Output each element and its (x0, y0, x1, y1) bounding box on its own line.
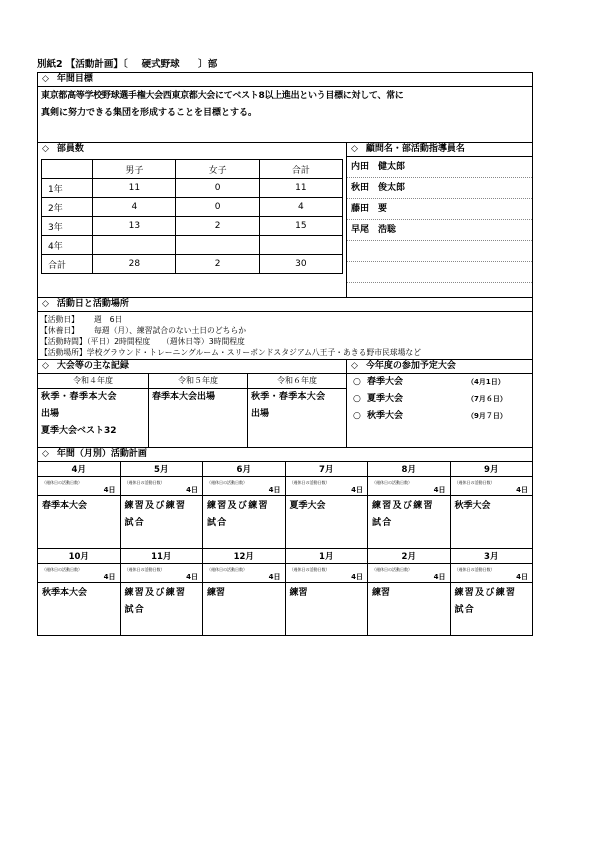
table-row (42, 255, 343, 274)
days-value: 4日 (268, 486, 281, 494)
female-count: 0 (176, 198, 259, 217)
event-line: 試合 (207, 518, 228, 528)
event-cell (450, 496, 533, 549)
table-row (42, 179, 343, 198)
event-line: 練習及び練習 (124, 501, 187, 511)
row-label: 合計 (42, 255, 93, 274)
advisors-heading (347, 143, 532, 157)
days-note: （週休日の活動日数） (289, 567, 330, 572)
event-cell (285, 583, 368, 636)
advisor-name: 早尾 浩聡 (347, 220, 532, 241)
days-value: 4日 (516, 573, 528, 581)
members-advisors-row (38, 143, 532, 298)
record-year: 令和４年度 (38, 374, 148, 389)
record-line: 秋季・春季本大会 (251, 392, 326, 402)
activity-line (38, 325, 532, 336)
members-header-row (42, 160, 343, 179)
days-cell (38, 564, 121, 583)
members-col-blank (42, 160, 93, 179)
female-count: 0 (176, 179, 259, 198)
event-cell (450, 583, 533, 636)
diamond-icon: ◇ (351, 361, 358, 371)
activity-text: （平日）2時間程度 （週休日等）3時間程度 (86, 337, 245, 346)
days-note: （週休日の活動日数） (372, 480, 412, 485)
advisor-name: 内田 健太郎 (347, 157, 532, 178)
days-note: （週休日の活動日数） (372, 567, 412, 572)
event-cell (368, 583, 451, 636)
days-note: （週休日の活動日数） (124, 567, 165, 572)
row-label: 1年 (42, 179, 93, 198)
record-line: 夏季大会ベスト32 (41, 426, 117, 436)
days-note: （週休日の活動日数） (124, 480, 165, 485)
female-count: 2 (176, 217, 259, 236)
document-header (37, 58, 533, 72)
male-count: 11 (93, 179, 176, 198)
male-count: 28 (93, 255, 176, 274)
activity-title: 活動日と活動場所 (56, 299, 129, 309)
days-note: （週休日の活動日数） (289, 480, 330, 485)
planned-title: 今年度の参加予定大会 (365, 361, 456, 371)
advisors-title: 顧問名・部活動指導員名 (365, 144, 465, 154)
month-label: 7月 (285, 462, 368, 477)
activity-label: 【活動時間】 (40, 337, 87, 346)
activity-label: 【活動場所】 (40, 348, 87, 357)
month-label: 2月 (368, 549, 451, 564)
members-heading (38, 143, 346, 156)
planned-item (347, 391, 532, 408)
record-text (248, 389, 346, 423)
circle-icon: ○ (353, 377, 361, 387)
month-label: 9月 (450, 462, 533, 477)
event-line: 試合 (124, 605, 146, 615)
total-count (259, 236, 342, 255)
days-note: （週休日の活動日数） (207, 480, 247, 485)
event-line: 試合 (454, 605, 476, 615)
event-line: 試合 (124, 518, 146, 528)
plan-days-row (38, 477, 533, 496)
advisors-panel (347, 143, 532, 297)
table-row (42, 217, 343, 236)
days-value: 4日 (103, 486, 116, 494)
activity-text: 学校グラウンド・トレーニングルーム・スリーボンドスタジアム八王子・あきる野市民球場など (86, 348, 422, 357)
days-cell (120, 477, 203, 496)
days-cell (203, 477, 286, 496)
annual-goal-line1: 東京都高等学校野球選手権大会西東京都大会にてベスト8以上進出という目標に対して、常に (41, 91, 404, 101)
header-club: 硬式野球 (141, 59, 180, 70)
days-value: 4日 (433, 486, 446, 494)
days-cell (38, 477, 121, 496)
month-label: 5月 (120, 462, 203, 477)
planned-date: （7月６日） (467, 395, 507, 403)
row-label: 2年 (42, 198, 93, 217)
male-count (93, 236, 176, 255)
plan-heading (38, 448, 532, 461)
members-table (41, 159, 343, 274)
male-count: 13 (93, 217, 176, 236)
planned-item (347, 374, 532, 391)
event-line: 練習及び練習 (372, 501, 434, 511)
members-col-female: 女子 (176, 160, 259, 179)
days-note: （週休日の活動日数） (42, 480, 82, 485)
days-cell (203, 564, 286, 583)
annual-goal-line2: 真剣に努力できる集団を形成することを目標とする。 (41, 108, 258, 118)
event-cell (368, 496, 451, 549)
days-value: 4日 (516, 486, 528, 494)
record-line: 春季本大会出場 (152, 392, 216, 402)
event-cell (285, 496, 368, 549)
plan-month-row (38, 549, 533, 564)
monthly-plan-table (37, 461, 533, 636)
event-cell (120, 583, 203, 636)
annual-goal-title: 年間目標 (56, 74, 93, 84)
advisor-name (347, 262, 532, 283)
event-line: 練習 (289, 588, 308, 598)
diamond-icon: ◇ (42, 144, 49, 154)
diamond-icon: ◇ (42, 361, 49, 371)
records-title: 大会等の主な記録 (56, 361, 129, 371)
event-cell (120, 496, 203, 549)
diamond-icon: ◇ (42, 74, 49, 84)
total-count: 15 (259, 217, 342, 236)
event-line: 練習及び練習 (207, 501, 269, 511)
month-label: 3月 (450, 549, 533, 564)
activity-details (38, 312, 532, 360)
days-cell (285, 477, 368, 496)
records-col-r4 (38, 374, 149, 447)
planned-heading (347, 360, 532, 374)
days-note: （週休日の活動日数） (42, 567, 82, 572)
main-frame (37, 72, 533, 636)
female-count (176, 236, 259, 255)
diamond-icon: ◇ (42, 449, 49, 459)
activity-line (38, 314, 532, 325)
header-bracket-open: 〔 (122, 59, 128, 70)
table-row (42, 198, 343, 217)
activity-label: 【休養日】 (40, 326, 79, 335)
members-col-total: 合計 (259, 160, 342, 179)
annual-goal-text (38, 87, 532, 143)
record-year: 令和６年度 (248, 374, 346, 389)
planned-item (347, 408, 532, 425)
days-value: 4日 (433, 573, 446, 581)
days-note: （週休日の活動日数） (207, 567, 247, 572)
days-note: （週休日の活動日数） (454, 567, 495, 572)
members-col-male: 男子 (93, 160, 176, 179)
event-cell (203, 496, 286, 549)
activity-label: 【活動日】 (40, 315, 79, 324)
members-panel (38, 143, 347, 297)
month-label: 1月 (285, 549, 368, 564)
event-line: 春季本大会 (42, 501, 88, 511)
event-line: 試合 (372, 518, 393, 528)
plan-event-row (38, 583, 533, 636)
records-heading (38, 360, 346, 374)
event-line: 練習 (372, 588, 391, 598)
days-cell (120, 564, 203, 583)
header-bracket-close: 〕 (198, 59, 208, 70)
total-count: 4 (259, 198, 342, 217)
record-year: 令和５年度 (149, 374, 247, 389)
advisor-name: 秋田 俊太郎 (347, 178, 532, 199)
month-label: 11月 (120, 549, 203, 564)
total-count: 30 (259, 255, 342, 274)
event-line: 秋季大会 (454, 501, 491, 511)
days-value: 4日 (351, 486, 363, 494)
female-count: 2 (176, 255, 259, 274)
planned-name: 秋季大会 (367, 411, 404, 421)
advisor-name (347, 241, 532, 262)
record-line: 秋季・春季本大会 (41, 392, 118, 402)
month-label: 12月 (203, 549, 286, 564)
event-cell (38, 583, 121, 636)
event-line: 秋季本大会 (42, 588, 88, 598)
document-page (37, 58, 533, 636)
days-cell (450, 564, 533, 583)
planned-date: （9月７日） (467, 412, 507, 420)
planned-panel (347, 360, 532, 447)
circle-icon: ○ (353, 394, 361, 404)
activity-text: 毎週（月）、練習試合のない土日のどちらか (94, 326, 247, 335)
diamond-icon: ◇ (351, 144, 358, 154)
male-count: 4 (93, 198, 176, 217)
days-cell (285, 564, 368, 583)
record-line: 出場 (251, 409, 270, 419)
table-row (42, 236, 343, 255)
month-label: 4月 (38, 462, 121, 477)
days-cell (368, 477, 451, 496)
header-suffix: 部 (207, 59, 218, 70)
members-title: 部員数 (56, 144, 84, 154)
plan-event-row (38, 496, 533, 549)
activity-line (38, 336, 532, 347)
records-planned-row (38, 360, 532, 448)
record-text (149, 389, 247, 406)
records-col-r5 (149, 374, 248, 447)
days-value: 4日 (268, 573, 281, 581)
row-label: 3年 (42, 217, 93, 236)
month-label: 10月 (38, 549, 121, 564)
planned-date: （4月1日） (467, 378, 505, 386)
days-cell (450, 477, 533, 496)
event-line: 夏季大会 (289, 501, 326, 511)
plan-month-row (38, 462, 533, 477)
event-line: 練習 (207, 588, 226, 598)
records-columns (38, 374, 346, 447)
row-label: 4年 (42, 236, 93, 255)
activity-line (38, 347, 532, 358)
activity-heading (38, 298, 532, 312)
records-col-r6 (248, 374, 346, 447)
event-cell (203, 583, 286, 636)
annual-goal-heading (38, 73, 532, 87)
record-text (38, 389, 148, 440)
days-cell (368, 564, 451, 583)
records-panel (38, 360, 347, 447)
days-value: 4日 (103, 573, 116, 581)
record-line: 出場 (41, 409, 60, 419)
header-prefix: 別紙2 【活動計画】 (37, 59, 123, 70)
event-line: 練習及び練習 (124, 588, 187, 598)
plan-title: 年間（月別）活動計画 (56, 449, 147, 459)
advisor-name: 藤田 要 (347, 199, 532, 220)
days-value: 4日 (351, 573, 363, 581)
event-line: 練習及び練習 (454, 588, 517, 598)
planned-name: 夏季大会 (367, 394, 404, 404)
plan-days-row (38, 564, 533, 583)
days-value: 4日 (186, 573, 198, 581)
activity-text: 週 6日 (94, 315, 123, 324)
days-value: 4日 (186, 486, 198, 494)
total-count: 11 (259, 179, 342, 198)
days-note: （週休日の活動日数） (454, 480, 495, 485)
event-cell (38, 496, 121, 549)
month-label: 6月 (203, 462, 286, 477)
circle-icon: ○ (353, 411, 361, 421)
month-label: 8月 (368, 462, 451, 477)
planned-name: 春季大会 (367, 377, 404, 387)
diamond-icon: ◇ (42, 299, 49, 309)
